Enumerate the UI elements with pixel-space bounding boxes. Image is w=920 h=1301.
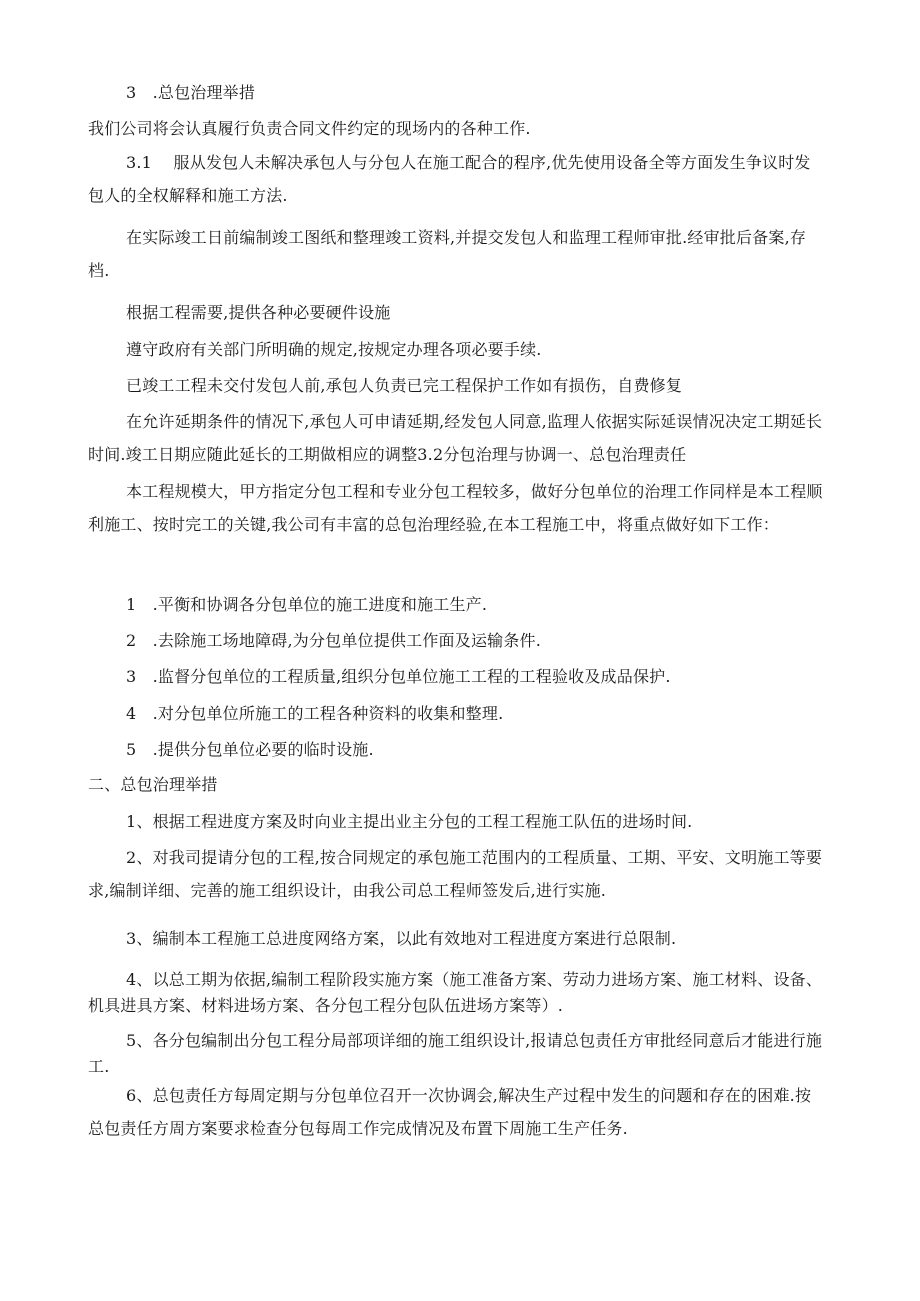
measure-2: 2、对我司提请分包的工程,按合同规定的承包施工范围内的工程质量、工期、平安、文明施工等要求,编制详细、完善的施工组织设计，由我公司总工程师签发后,进行实施. <box>88 848 823 900</box>
list-item-4: 4 .对分包单位所施工的工程各种资料的收集和整理. <box>126 704 504 723</box>
list-item-2: 2 .去除施工场地障碍,为分包单位提供工作面及运输条件. <box>126 631 542 650</box>
list-item-1: 1 .平衡和协调各分包单位的施工进度和施工生产. <box>126 595 488 614</box>
section-heading: 二、总包治理举措 <box>88 775 218 794</box>
measure-4: 4、以总工期为依据,编制工程阶段实施方案（施工准备方案、劳动力进场方案、施工材料、设备、机具进具方案、材料进场方案、各分包工程分包队伍进场方案等）. <box>88 970 823 1015</box>
paragraph-9: 本工程规模大，甲方指定分包工程和专业分包工程较多，做好分包单位的治理工作同样是本工程顺利施工、按时完工的关键,我公司有丰富的总包治理经验,在本工程施工中，将重点做好如下工作： <box>88 482 823 534</box>
measure-3: 3、编制本工程施工总进度网络方案，以此有效地对工程进度方案进行总限制. <box>126 929 677 948</box>
measure-5: 5、各分包编制出分包工程分局部项详细的施工组织设计,报请总包责任方审批经同意后才能进行施工. <box>88 1031 823 1076</box>
paragraph-6: 遵守政府有关部门所明确的规定,按规定办理各项必要手续. <box>126 340 542 359</box>
paragraph-2: 我们公司将会认真履行负责合同文件约定的现场内的各种工作. <box>88 119 531 138</box>
list-item-5: 5 .提供分包单位必要的临时设施. <box>126 740 374 759</box>
measure-6: 6、总包责任方每周定期与分包单位召开一次协调会,解决生产过程中发生的问题和存在的困难.按总包责任方周方案要求检查分包每周工作完成情况及布置下周施工生产任务. <box>88 1086 812 1138</box>
paragraph-4: 在实际竣工日前编制竣工图纸和整理竣工资料,并提交发包人和监理工程师审批.经审批后备案,存档. <box>88 228 807 280</box>
paragraph-7: 已竣工工程未交付发包人前,承包人负责已完工程保护工作如有损伤，自费修复 <box>126 376 683 395</box>
paragraph-3: 3.1 服从发包人未解决承包人与分包人在施工配合的程序,优先使用设备全等方面发生争议时发包人的全权解释和施工方法. <box>88 153 811 205</box>
paragraph-8: 在允许延期条件的情况下,承包人可申请延期,经发包人同意,监理人依据实际延误情况决定工期延长时间.竣工日期应随此延长的工期做相应的调整3.2分包治理与协调一、总包治理责任 <box>88 412 823 464</box>
measure-1: 1、根据工程进度方案及时向业主提出业主分包的工程工程施工队伍的进场时间. <box>126 812 693 831</box>
list-item-3: 3 .监督分包单位的工程质量,组织分包单位施工工程的工程验收及成品保护. <box>126 667 671 686</box>
paragraph-5: 根据工程需要,提供各种必要硬件设施 <box>126 303 391 322</box>
paragraph-1: 3 .总包治理举措 <box>126 83 256 102</box>
